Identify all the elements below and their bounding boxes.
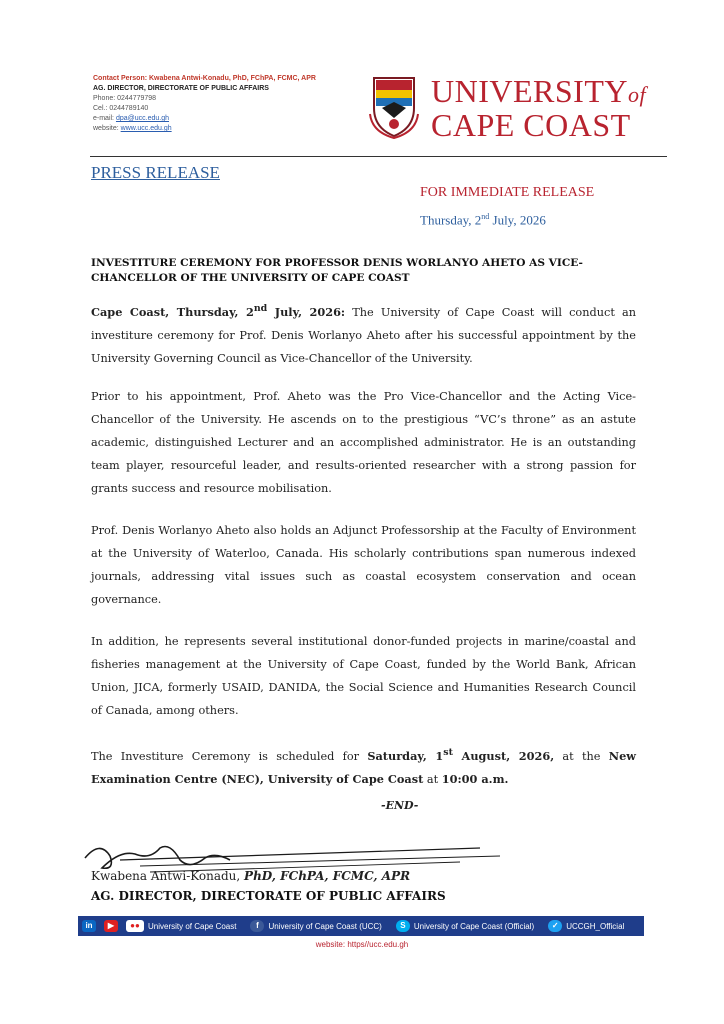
university-name [431,73,647,143]
press-release-heading: PRESS RELEASE [91,163,220,182]
university-line2: CAPE COAST [431,107,631,143]
twitter-label: UCCGH_Official [566,921,625,931]
para5-t3: at [423,772,442,786]
headline: INVESTITURE CEREMONY FOR PROFESSOR DENIS WORLANYO AHETO AS VICE-CHANCELLOR OF THE UNIVERSITY OF CAPE COAST [91,257,583,284]
linkedin-link[interactable] [82,920,100,932]
contact-block [93,74,316,134]
para5-time: 10:00 a.m. [441,771,509,786]
contact-website-row [93,124,316,134]
signer-title: AG. DIRECTOR, DIRECTORATE OF PUBLIC AFFAIRS [91,889,446,903]
youtube-icon: ▶ [104,920,118,932]
contact-phone: Phone: 0244779798 [93,95,157,102]
contact-person: Contact Person: Kwabena Antwi-Konadu, PhD, FChPA, FCMC, APR [93,75,316,82]
para5-t1: The Investiture Ceremony is scheduled for [91,749,368,763]
facebook-label: University of Cape Coast (UCC) [268,921,382,931]
para5-date [367,749,554,763]
para1-text: The University of Cape Coast will conduct an investiture ceremony for Prof. Denis Worlanyo Aheto after his successful appointment by the University Governing Council as Vice-Chancellor of the University. [91,305,637,365]
website-label: website: [93,125,119,132]
date-pre: Thursday, 2 [420,212,482,228]
header-divider [90,156,667,157]
signer-credentials: PhD, FChPA, FCMC, APR [244,869,411,883]
paragraph-1 [91,297,636,370]
facebook-link[interactable] [250,920,381,932]
flickr-label: University of Cape Coast [148,921,237,931]
facebook-icon: f [250,920,264,932]
para5-b1-pre: Saturday, 1 [367,748,444,763]
contact-email-row [93,114,316,124]
paragraph-3: Prof. Denis Worlanyo Aheto also holds an Adjunct Professorship at the Faculty of Environment at the University of Waterloo, Canada. His scholarly contributions span numerous indexed journals, addressing vital issues such as coastal ecosystem conservation and ocean governance. [91,524,636,606]
email-link[interactable]: dpa@ucc.edu.gh [115,115,170,122]
para5-venue: New Examination Centre (NEC), University of Cape Coast [91,748,637,786]
youtube-link[interactable] [104,920,122,932]
immediate-release: FOR IMMEDIATE RELEASE [420,185,595,200]
paragraph-4: In addition, he represents several institutional donor-funded projects in marine/coastal and fisheries management at the University of Cape Coast, funded by the World Bank, African Union, JICA, formerly USAID, DANIDA, the Social Science and Humanities Research Council of Canada, among others. [91,635,636,717]
para1-lead-post: July, 2026: [267,304,346,319]
signer-name [91,869,410,883]
para5-b1-sup: st [443,747,453,758]
twitter-link[interactable] [548,920,624,932]
skype-link[interactable] [396,920,534,932]
skype-label: University of Cape Coast (Official) [413,921,535,931]
website-link[interactable]: www.ucc.edu.gh [120,125,172,132]
university-line1: UNIVERSITY [431,73,628,109]
university-of: of [627,82,647,107]
para1-lead-sup: nd [253,303,268,314]
contact-role: AG. DIRECTOR, DIRECTORATE OF PUBLIC AFFAIRS [93,85,269,92]
linkedin-icon: in [82,920,96,932]
email-label: e-mail: [93,115,115,122]
para5-b1-post: August, 2026, [452,748,555,763]
contact-cell: Cel.: 0244789140 [93,105,149,112]
para5-t2: at the [554,749,609,763]
twitter-icon: ✓ [548,920,562,932]
university-logo [368,74,668,144]
footer-website[interactable]: website: https//ucc.edu.gh [315,940,409,949]
crest-icon [368,74,420,140]
date-post: July, 2026 [489,212,546,228]
para1-lead [91,305,345,319]
para1-lead-pre: Cape Coast, Thursday, 2 [91,304,254,319]
skype-icon: S [396,920,410,932]
signer-fullname: Kwabena Antwi-Konadu, [91,869,245,883]
date-sup: nd [481,212,490,221]
end-marker: -END- [381,799,419,812]
flickr-icon: ●● [126,920,144,932]
release-date [420,212,546,228]
social-media-bar [78,916,644,936]
paragraph-2: Prior to his appointment, Prof. Aheto was the Pro Vice-Chancellor and the Acting Vice-Chancellor of the University. He ascends on to the prestigious “VC’s throne” as an astute academic, distinguished Lecturer and an accomplished administrator. He is an outstanding team player, resourceful leader, and results-oriented researcher with a strong passion for grants success and resource mobilisation. [91,390,636,495]
flickr-link[interactable] [126,920,236,932]
paragraph-5 [91,741,636,791]
